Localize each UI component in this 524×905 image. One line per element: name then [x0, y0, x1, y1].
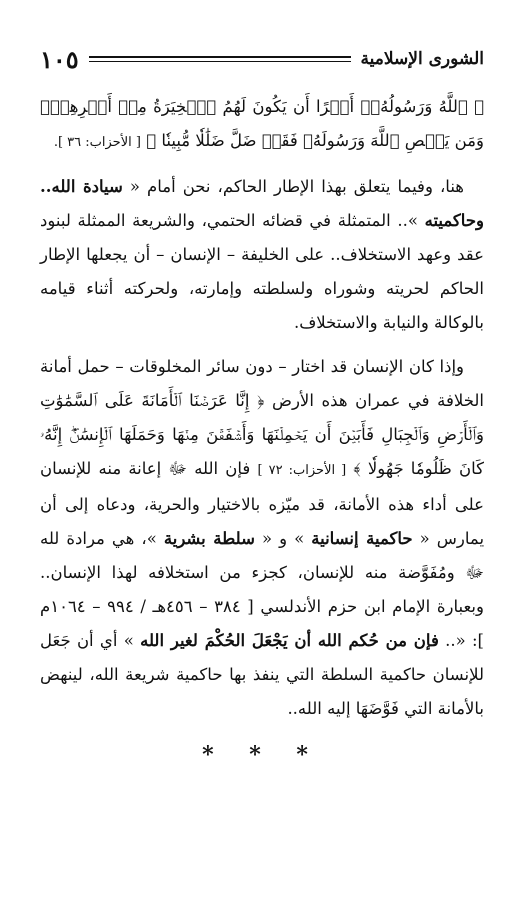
paragraph-3-text-5: » أي أن جَعَل للإنسان حاكمية السلطة التي ينفذ بها حاكمية شريعة الله، لينهض بالأمانة التي فَوَّضَهَا إليه الله.. [40, 631, 484, 718]
header-rule-thick [89, 56, 351, 58]
paragraph-3-bold-3: فإن من حُكم الله أن يَجْعَلَ الحُكْمَ لغير الله [140, 631, 439, 650]
paragraph-3-bold-2: سلطة بشرية [163, 529, 255, 548]
paragraph-3-bold-1: حاكمية إنسانية [311, 529, 413, 548]
paragraph-2-bold-1: سيادة الله.. وحاكميته [40, 177, 484, 230]
quran-verse: ﴿ ٱللَّهُ وَرَسُولُهُۥٓ أَمۡرًا أَن يَكُونَ لَهُمُ ٱلۡخِيَرَةُ مِنۡ أَمۡرِهِمۡۗ وَمَن يَعۡصِ ٱللَّهَ وَرَسُولَهُۥ فَقَدۡ ضَلَّ ضَلَٰلٗا مُّبِينٗا ﴾ [40, 97, 484, 150]
paragraph-3-text-4: »، هي مرادة لله ﷻ ومُفَوَّضة منه للإنسان، كجزء من استخلافه لهذا الإنسان.. وبعبارة الإمام ابن حزم الأندلسي [ ٣٨٤ – ٤٥٦هـ / ٩٩٤ – ١٠٦٤م ]: «.. [40, 529, 484, 650]
header-rule [89, 56, 351, 62]
paragraph-2 [40, 170, 484, 340]
running-title: الشورى الإسلامية [360, 49, 484, 69]
page-number: ١٠٥ [40, 44, 79, 74]
paragraph-3-text-3: » و « [261, 529, 305, 548]
page-body [40, 90, 484, 768]
quran-verse: ﴿ إِنَّا عَرَضۡنَا ٱلۡأَمَانَةَ عَلَى ٱلسَّمَٰوَٰتِ وَٱلۡأَرۡضِ وَٱلۡجِبَالِ فَأَبَيۡنَ أَن يَحۡمِلۡنَهَا وَأَشۡفَقۡنَ مِنۡهَا وَحَمَلَهَا ٱلۡإِنسَٰنُۖ إِنَّهُۥ كَانَ ظَلُومٗا جَهُولٗا ﴾ [40, 391, 484, 478]
paragraph-2-text-1: هنا، وفيما يتعلق بهذا الإطار الحاكم، نحن أمام « [129, 177, 464, 196]
section-divider: * * * [202, 742, 322, 768]
paragraph-3-text-2: فإن الله ﷻ إعانة منه للإنسان على أداء هذه الأمانة، قد ميّزه بالاختيار والحرية، ودعاه إلى أن يمارس « [40, 459, 485, 548]
paragraph-2-text-2: ».. المتمثلة في قضائه الحتمي، والشريعة الممثلة لبنود عقد وعهد الاستخلاف.. على الخليفة – الإنسان – أن يجعلها الإطار الحاكم لحريته وشوراه ولسلطته وإمارته، ولحركته أثناء قيامه بالوكالة والنيابة والاستخلاف. [40, 211, 484, 332]
paragraph-1 [40, 90, 484, 160]
paragraph-3 [40, 350, 484, 726]
verse-reference: [ الأحزاب: ٣٦ ]. [53, 135, 141, 150]
page-header [40, 40, 484, 78]
verse-reference: [ الأحزاب: ٧٢ ] [257, 463, 347, 478]
paragraph-3-text-1: وإذا كان الإنسان قد اختار – دون سائر المخلوقات – حمل أمانة الخلافة في عمران هذه الأرض [40, 357, 484, 410]
header-rule-thin [89, 61, 351, 62]
